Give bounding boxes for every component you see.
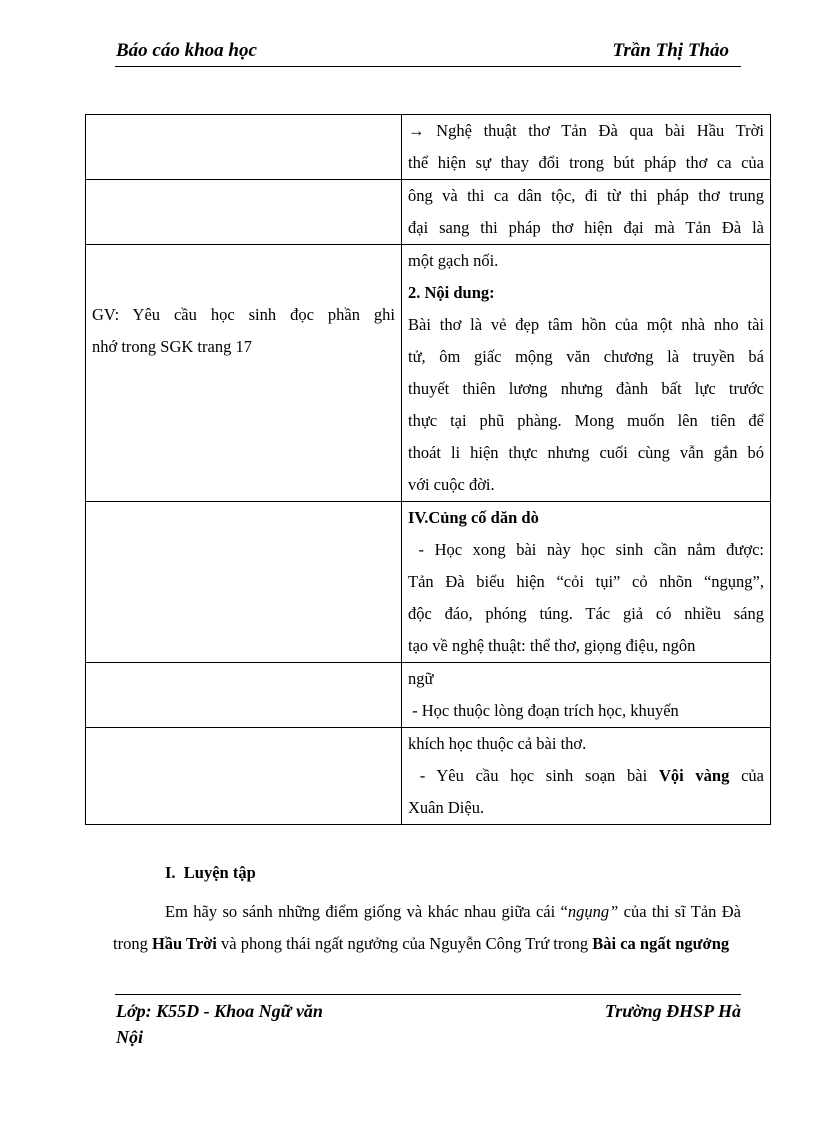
content-line: - Học xong bài này học sinh cần nắm được: bbox=[408, 540, 764, 559]
teacher-cell bbox=[86, 245, 402, 502]
content-line: thuyết thiên lương nhưng đành bất lực trước bbox=[408, 379, 764, 398]
teacher-cell bbox=[86, 728, 402, 825]
footer-class: Lớp: K55D - Khoa Ngữ văn bbox=[116, 1001, 323, 1021]
text-run: ngụng” bbox=[567, 902, 619, 921]
content-line: thể hiện sự thay đổi trong bút pháp thơ ca của bbox=[408, 153, 764, 172]
header-author: Trần Thị Thảo bbox=[612, 40, 729, 61]
content-line: độc đáo, phóng túng. Tác giả có nhiều sáng bbox=[408, 604, 764, 623]
content-cell bbox=[402, 728, 771, 825]
text-run: - Yêu cầu học sinh soạn bài bbox=[408, 766, 659, 785]
table-row bbox=[86, 663, 771, 728]
content-line: khích học thuộc cả bài thơ. bbox=[408, 734, 587, 753]
text-run: của bbox=[729, 766, 764, 785]
content-line: Bài thơ là vẻ đẹp tâm hồn của một nhà nho tài bbox=[408, 315, 764, 334]
content-cell bbox=[402, 245, 771, 502]
header-title: Báo cáo khoa học bbox=[116, 40, 257, 61]
content-line: - Học thuộc lòng đoạn trích học, khuyến bbox=[408, 701, 679, 720]
content-line: Tản Đà biểu hiện “cỏi tụi” cỏ nhõn “ngụng”, bbox=[408, 572, 764, 591]
content-line: Xuân Diệu. bbox=[408, 798, 485, 817]
table-row bbox=[86, 245, 771, 502]
teacher-cell bbox=[86, 502, 402, 663]
content-line: ngữ bbox=[408, 669, 434, 688]
teacher-line: GV: Yêu cầu học sinh đọc phần ghi bbox=[92, 305, 395, 324]
table-row bbox=[86, 502, 771, 663]
footer-class-cont: Nội bbox=[116, 1027, 143, 1047]
content-line: tử, ôm giấc mộng văn chương là truyền bá bbox=[408, 347, 764, 366]
poem-title: Bài ca ngất ngưởng bbox=[592, 934, 730, 953]
content-line: thực tại phũ phàng. Mong muốn lên tiên để bbox=[408, 411, 764, 430]
content-line: thoát li hiện thực nhưng cuối cùng vẫn gắn bó bbox=[408, 443, 764, 462]
table-row bbox=[86, 115, 771, 180]
lesson-table bbox=[85, 114, 771, 825]
content-line: đại sang thi pháp thơ hiện đại mà Tản Đà là bbox=[408, 218, 764, 237]
section-heading: 2. Nội dung: bbox=[408, 283, 495, 302]
text-run: và phong thái ngất ngưởng của Nguyễn Công Trứ trong bbox=[216, 934, 593, 953]
table-row bbox=[86, 180, 771, 245]
content-line: ông và thi ca dân tộc, đi từ thi pháp thơ trung bbox=[408, 186, 764, 205]
footer-school: Trường ĐHSP Hà bbox=[604, 1001, 741, 1021]
page-header bbox=[115, 38, 741, 67]
lesson-title: Vội vàng bbox=[658, 766, 730, 785]
content-line bbox=[408, 760, 764, 792]
exercise-heading: I. Luyện tập bbox=[165, 863, 256, 882]
teacher-cell bbox=[86, 663, 402, 728]
content-line: tạo về nghệ thuật: thể thơ, giọng điệu, ngôn bbox=[408, 636, 696, 655]
table-row bbox=[86, 728, 771, 825]
content-cell bbox=[402, 663, 771, 728]
teacher-line: nhớ trong SGK trang 17 bbox=[92, 337, 252, 356]
text-run: của thi sĩ Tản Đà trong bbox=[113, 902, 741, 953]
content-cell bbox=[402, 115, 771, 180]
content-line: một gạch nối. bbox=[408, 251, 499, 270]
poem-title: Hầu Trời bbox=[151, 934, 217, 953]
content-line: với cuộc đời. bbox=[408, 475, 495, 494]
content-cell bbox=[402, 502, 771, 663]
teacher-cell bbox=[86, 115, 402, 180]
content-line: → Nghệ thuật thơ Tản Đà qua bài Hầu Trời bbox=[408, 121, 764, 140]
content-cell bbox=[402, 180, 771, 245]
teacher-cell bbox=[86, 180, 402, 245]
page-footer bbox=[115, 994, 741, 1047]
text-run: Em hãy so sánh những điểm giống và khác nhau giữa cái “ bbox=[165, 902, 568, 921]
exercise-paragraph bbox=[113, 896, 741, 960]
section-heading: IV.Củng cố dăn dò bbox=[408, 508, 539, 527]
